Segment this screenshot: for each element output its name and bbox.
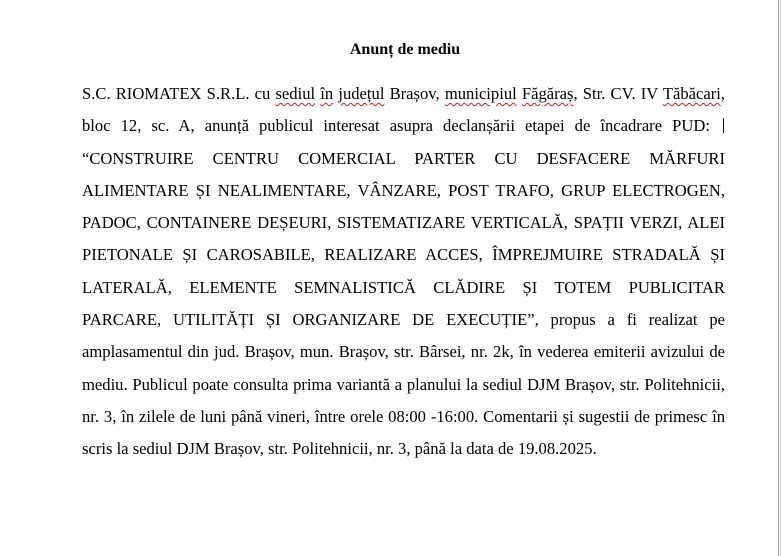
text-cursor	[723, 118, 724, 133]
project-title: “CONSTRUIRE CENTRU COMERCIAL PARTER CU DESFACERE MĂRFURI ALIMENTARE ȘI NEALIMENTARE, VÂNZARE, POST TRAFO, GRUP ELECTROGEN, PADOC, CONTAINERE DEȘEURI, SISTEMATIZARE VERTICALĂ, SPAȚII VERZI, ALEI PIETONALE ȘI CAROSABILE, REALIZARE ACCES, ÎMPREJMUIRE STRADALĂ ȘI LATERALĂ, ELEMENTE SEMNALISTICĂ CLĂDIRE ȘI TOTEM PUBLICITAR PARCARE, UTILITĂȚI ȘI ORGANIZARE DE EXECUȚIE”	[82, 148, 725, 330]
spellcheck-word: Făgăraș	[521, 84, 574, 103]
spellcheck-word: județul	[338, 84, 385, 103]
page-edge	[778, 0, 779, 556]
text-run: , propus a fi realizat pe amplasamentul din jud. Brașov, mun. Brașov, str. Bârsei, nr. 2k, în vederea emiterii avizului de mediu. Publicul poate consulta prima variantă a planului la sediul DJM Brașov, str. Politehnicii, nr. 3, în zilele de luni până vineri, între orele 08:00 -16:00. Comentarii și sugestii de primesc în scris la sediul DJM Brașov, str. Politehnicii, nr. 3, până la data de 19.08.2025.	[82, 310, 726, 459]
spellcheck-word: Tăbăcari	[662, 84, 721, 103]
announcement-body	[82, 78, 725, 466]
spellcheck-word: municipiul	[444, 84, 517, 103]
spellcheck-word: sediul	[275, 84, 316, 103]
text-run: S.C. RIOMATEX S.R.L. cu	[82, 84, 276, 103]
announcement-title: Anunț de mediu	[349, 41, 461, 58]
spellcheck-word: în	[320, 84, 334, 103]
text-run: , Str. CV. IV	[573, 84, 663, 103]
text-run: , bloc 12, sc. A, anunță publicul interesat asupra declanșării etapei de încadrare PUD:	[82, 84, 725, 136]
text-run: Brașov,	[384, 84, 445, 103]
